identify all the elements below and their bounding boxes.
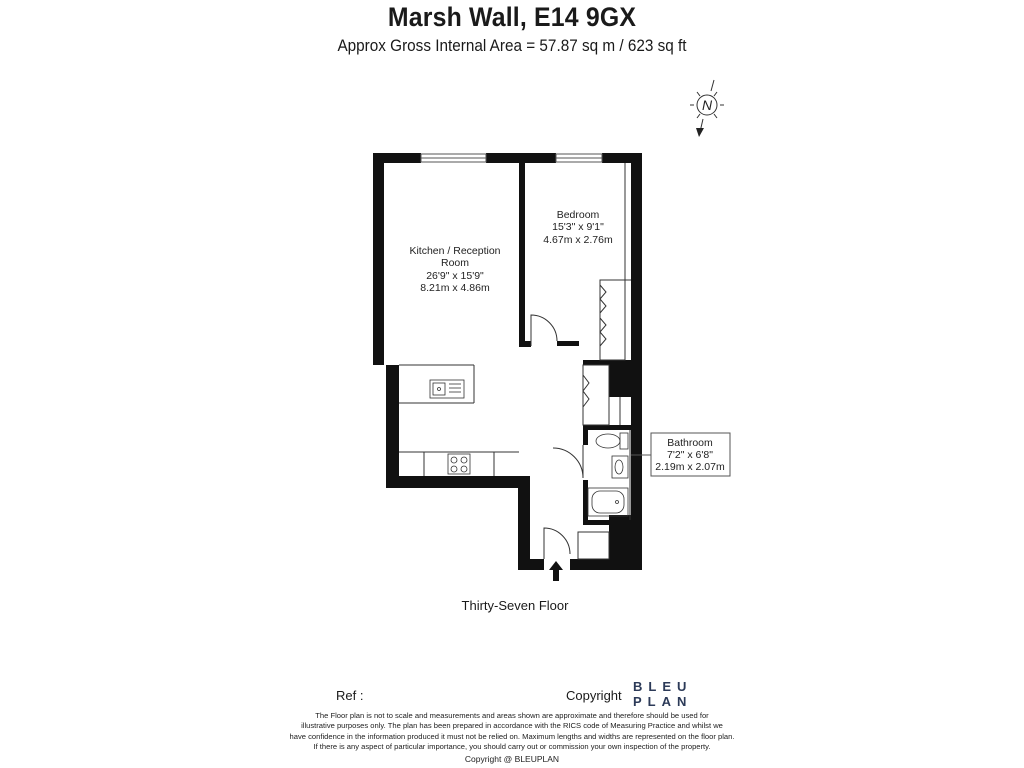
bedroom-imperial: 15'3" x 9'1" — [552, 221, 604, 233]
compass-letter: N — [701, 97, 713, 113]
bedroom-label: Bedroom — [556, 209, 600, 221]
logo-line-1: BLEU — [633, 679, 693, 694]
kitchen-imperial: 26'9" x 15'9" — [426, 270, 484, 282]
disclaimer-line: If there is any aspect of particular importance, you should carry out or commission your own inspection of the property. — [313, 742, 711, 752]
bath-icon — [588, 488, 628, 516]
bedroom-metric: 4.67m x 2.76m — [543, 234, 613, 246]
kitchen-label-line2: Room — [440, 257, 470, 269]
copyright-label: Copyright — [566, 688, 622, 703]
kitchen-metric: 8.21m x 4.86m — [420, 282, 490, 294]
disclaimer — [262, 711, 762, 753]
bathroom-label: Bathroom — [667, 437, 713, 449]
disclaimer-line: illustrative purposes only. The plan has been prepared in accordance with the RICS code of Measuring Practice and whilst we — [301, 721, 723, 731]
ref-label: Ref : — [336, 688, 364, 703]
bathroom-metric: 2.19m x 2.07m — [655, 461, 725, 473]
floor-name: Thirty-Seven Floor — [461, 598, 569, 613]
toilet-icon — [596, 433, 628, 449]
sink-icon — [430, 380, 464, 398]
washbasin-icon — [612, 456, 628, 478]
hob-icon — [448, 454, 470, 474]
area-subtitle: Approx Gross Internal Area = 57.87 sq m / 623 sq ft — [337, 36, 687, 55]
disclaimer-line: have confidence in the information produced it must not be relied on. Maximum lengths and widths are represented on the floor plan. — [289, 731, 735, 741]
page-title: Marsh Wall, E14 9GX — [387, 2, 637, 32]
bleuplan-logo — [633, 679, 692, 709]
kitchen-label-line1: Kitchen / Reception — [409, 245, 501, 257]
entrance-arrow-icon — [549, 561, 563, 581]
north-arrow-icon — [690, 80, 724, 137]
bathroom-imperial: 7'2" x 6'8" — [667, 449, 713, 461]
disclaimer-line: The Floor plan is not to scale and measurements and areas shown are approximate and therefore should be used for — [315, 711, 709, 720]
footer-copyright: Copyright @ BLEUPLAN — [464, 754, 560, 764]
logo-line-2: PLAN — [633, 694, 693, 709]
walls — [373, 153, 642, 570]
